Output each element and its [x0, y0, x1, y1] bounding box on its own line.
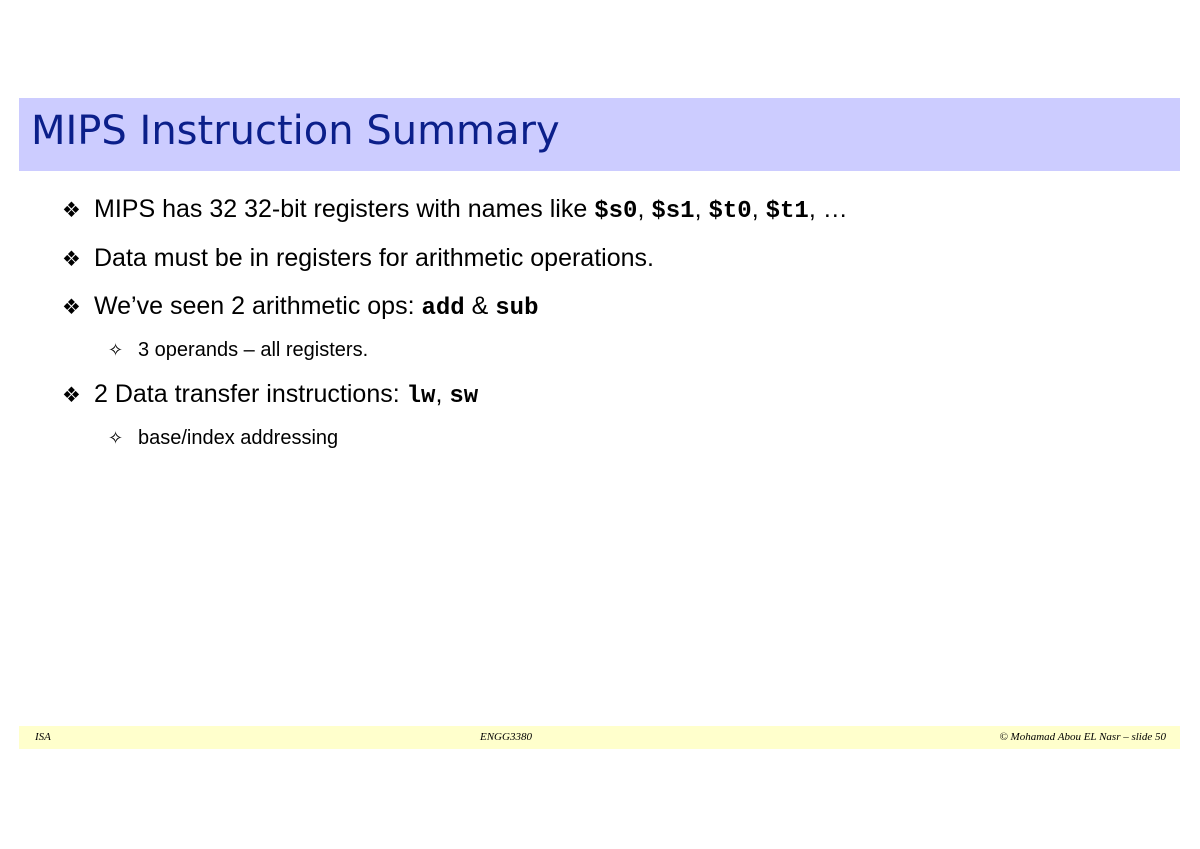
- diamond-bullet-icon: ❖: [62, 296, 81, 319]
- footer-section: ISA: [35, 731, 51, 743]
- add-code: add: [421, 295, 465, 322]
- register-code: $s0: [594, 198, 638, 225]
- bullet-data-transfer: ❖ 2 Data transfer instructions: lw, sw: [62, 380, 479, 410]
- diamond-bullet-icon: ❖: [62, 384, 81, 407]
- bullet-registers: ❖ MIPS has 32 32-bit registers with names like $s0, $s1, $t0, $t1, …: [62, 195, 848, 225]
- register-code: $s1: [651, 198, 695, 225]
- star-bullet-icon: ✧: [108, 428, 124, 448]
- bullet-data-in-registers: ❖ Data must be in registers for arithmetic operations.: [62, 243, 654, 275]
- bullet-arithmetic-ops: ❖ We’ve seen 2 arithmetic ops: add & sub: [62, 292, 539, 322]
- diamond-bullet-icon: ❖: [62, 199, 81, 222]
- diamond-bullet-icon: ❖: [62, 248, 81, 271]
- register-code: $t1: [765, 198, 809, 225]
- footer-bar: [19, 726, 1180, 749]
- subbullet-addressing: ✧ base/index addressing: [108, 427, 339, 449]
- lw-code: lw: [406, 383, 436, 410]
- footer-credit: © Mohamad Abou EL Nasr – slide 50: [999, 731, 1166, 743]
- footer-course: ENGG3380: [480, 731, 532, 743]
- star-bullet-icon: ✧: [108, 340, 124, 360]
- title-bar: [19, 98, 1180, 171]
- slide-title: MIPS Instruction Summary: [31, 108, 560, 154]
- sub-code: sub: [495, 295, 539, 322]
- register-code: $t0: [708, 198, 752, 225]
- sw-code: sw: [449, 383, 479, 410]
- subbullet-operands: ✧ 3 operands – all registers.: [108, 339, 369, 361]
